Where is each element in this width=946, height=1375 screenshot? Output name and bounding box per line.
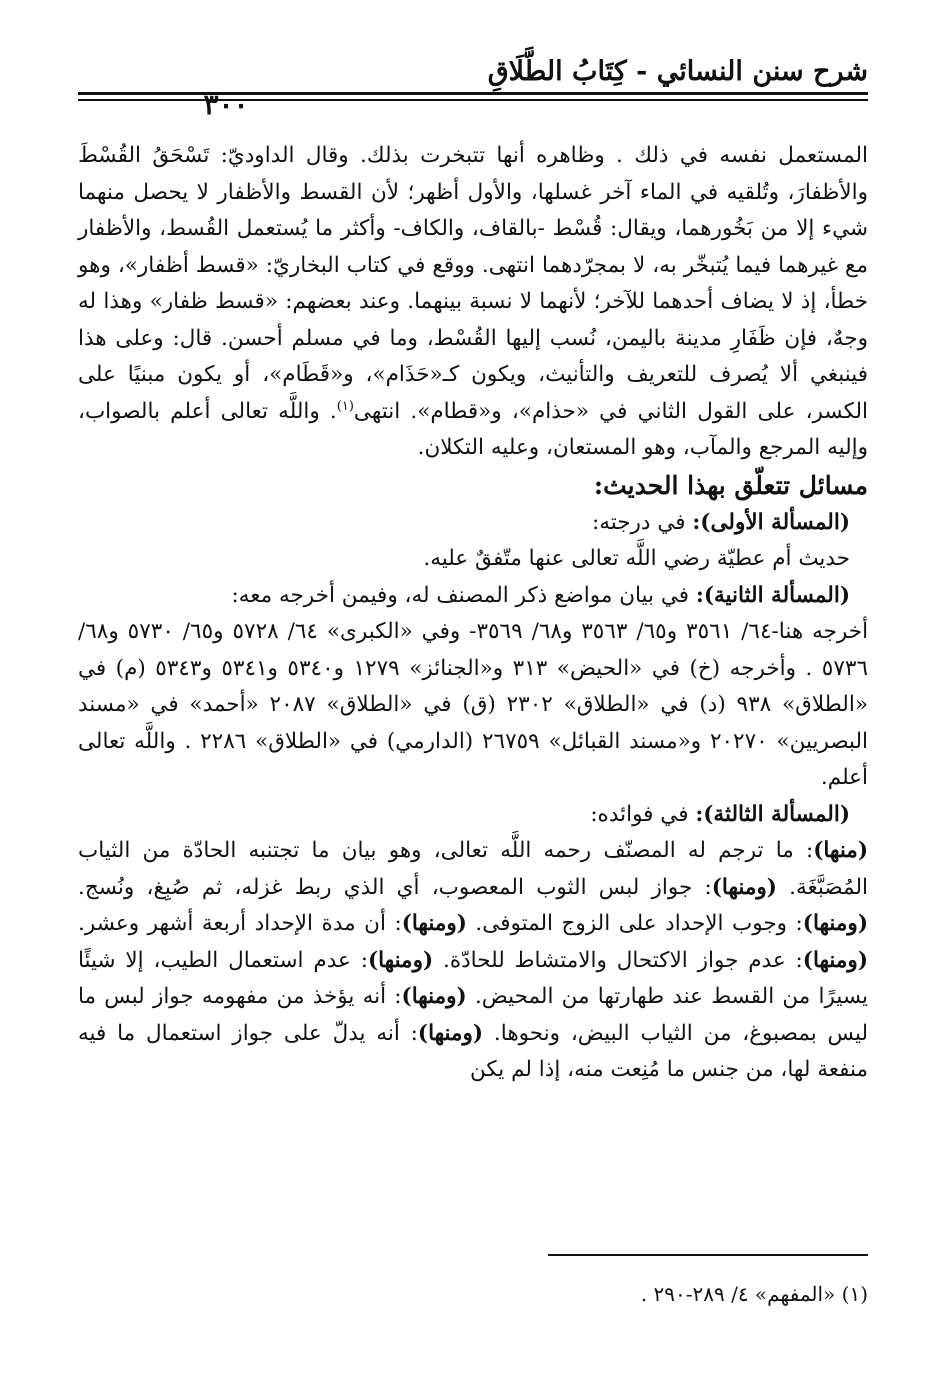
- benefit-text: : أن مدة الإحداد أربعة أشهر وعشر.: [78, 911, 402, 936]
- paragraph-1-text: المستعمل نفسه في ذلك . وظاهره أنها تتبخرت بذلك. وقال الداوديّ: تَسْحَقُ القُسْطَ والأظفارَ، وتُلقيه في الماء آخر غسلها، والأول أظهر؛ لأن القسط والأظفار لا يحصل منهما شيء إلا من بَخُورهما، ويقال: قُسْط -بالقاف، والكاف- وأكثر ما يُستعمل القُسط، والأظفار مع غيرهما فيما يُتبخّر به، لا بمجرّدهما انتهى. ووقع في كتاب البخاريّ: «قسط أظفار»، وهو خطأ، إذ لا يضاف أحدهما للآخر؛ لأنهما لا نسبة بينهما. وعند بعضهم: «قسط ظفار» وهذا له وجهٌ، فإن ظَفَارِ مدينة باليمن، نُسب إليها القُسْط، وما في مسلم أحسن. قال: وعلى هذا فينبغي ألا يُصرف للتعريف والتأنيث، ويكون كـ«حَذَام»، و«قَطَام»، أو يكون مبنيًا على الكسر، على القول الثاني في «حذام»، و«قطام». انتهى: [78, 143, 868, 424]
- benefit-label: (ومنها): [802, 947, 868, 973]
- section-heading: مسائل تتعلّق بهذا الحديث:: [593, 470, 868, 500]
- benefit-text: : وجوب الإحداد على الزوج المتوفى.: [466, 911, 803, 936]
- question-2-heading: [78, 578, 868, 615]
- benefit-text: : ما ترجم له المصنّف رحمه اللَّه تعالى، وهو بيان ما تجتنبه الحادّة من الثياب المُصَبَّغَة.: [78, 838, 868, 900]
- question-2-subject: في بيان مواضع ذكر المصنف له، وفيمن أخرجه معه:: [231, 582, 696, 608]
- benefit-label: (ومنها): [802, 911, 868, 936]
- question-1-text: حديث أم عطيّة رضي اللَّه تعالى عنها متّفقٌ عليه.: [423, 546, 850, 571]
- question-1-subject: في درجته:: [592, 509, 693, 535]
- question-3-text: [78, 833, 868, 1089]
- question-3-label: (المسألة الثالثة):: [695, 801, 850, 827]
- benefit-label: (ومنها): [367, 947, 434, 973]
- paragraph-1: [78, 138, 868, 467]
- footnote: (١) «المفهم» ٤/ ٢٨٩-٢٩٠ .: [640, 1282, 868, 1306]
- benefit-label: (ومنها): [711, 874, 777, 900]
- question-3-heading: [78, 797, 868, 834]
- question-2-label: (المسألة الثانية):: [695, 582, 850, 608]
- question-1-label: (المسألة الأولى):: [692, 509, 850, 535]
- footnote-rule: [548, 1254, 868, 1256]
- running-title: شرح سنن النسائي - كِتَابُ الطَّلَاقِ: [487, 56, 868, 87]
- question-1-heading: [78, 505, 868, 542]
- benefit-text: : أنه يدلّ على جواز استعمال ما فيه منفعة لها، من جنس ما مُنِعت منه، إذا لم يكن: [78, 1020, 868, 1082]
- body-text: [78, 138, 868, 1089]
- benefit-label: (ومنها): [401, 984, 467, 1009]
- benefit-label: (ومنها): [417, 1020, 484, 1046]
- footnote-ref: (١): [336, 398, 354, 414]
- page-number: ٣٠٠: [203, 88, 249, 121]
- benefit-text: : أنه يؤخذ من مفهومه جواز لبس ما ليس بمصبوغ، من الثياب البيض، ونحوها.: [78, 984, 868, 1046]
- question-2-text: أخرجه هنا-٦٤/ ٣٥٦١ و٦٥/ ٣٥٦٣ و٦٨/ ٣٥٦٩- وفي «الكبرى» ٦٤/ ٥٧٢٨ و٦٥/ ٥٧٣٠ و٦٨/ ٥٧٣٦ . وأخرجه (خ) في «الحيض» ٣١٣ و«الجنائز» ١٢٧٩ و٥٣٤٠ و٥٣٤١ و٥٣٤٣ (م) في «الطلاق» ٩٣٨ (د) في «الطلاق» ٢٣٠٢ (ق) في «الطلاق» ٢٠٨٧ «أحمد» في «مسند البصريين» ٢٠٢٧٠ و«مسند القبائل» ٢٦٧٥٩ (الدارمي) في «الطلاق» ٢٢٨٦ . واللَّه تعالى أعلم.: [78, 619, 869, 790]
- benefit-label: (منها): [813, 838, 868, 863]
- benefit-text: : عدم استعمال الطيب، إلا شيئًا يسيرًا من القسط عند طهارتها من المحيض.: [78, 947, 868, 1009]
- question-3-subject: في فوائده:: [590, 801, 696, 827]
- benefit-text: : جواز لبس الثوب المعصوب، أي الذي ربط غزله، ثم صُبِغ، ونُسج.: [78, 874, 712, 900]
- benefit-text: : عدم جواز الاكتحال والامتشاط للحادّة.: [433, 947, 803, 973]
- paragraph-1-tail: . واللَّه تعالى أعلم بالصواب، وإليه المرجع والمآب، وهو المستعان، وعليه التكلان.: [78, 398, 868, 460]
- benefit-label: (ومنها): [401, 911, 467, 936]
